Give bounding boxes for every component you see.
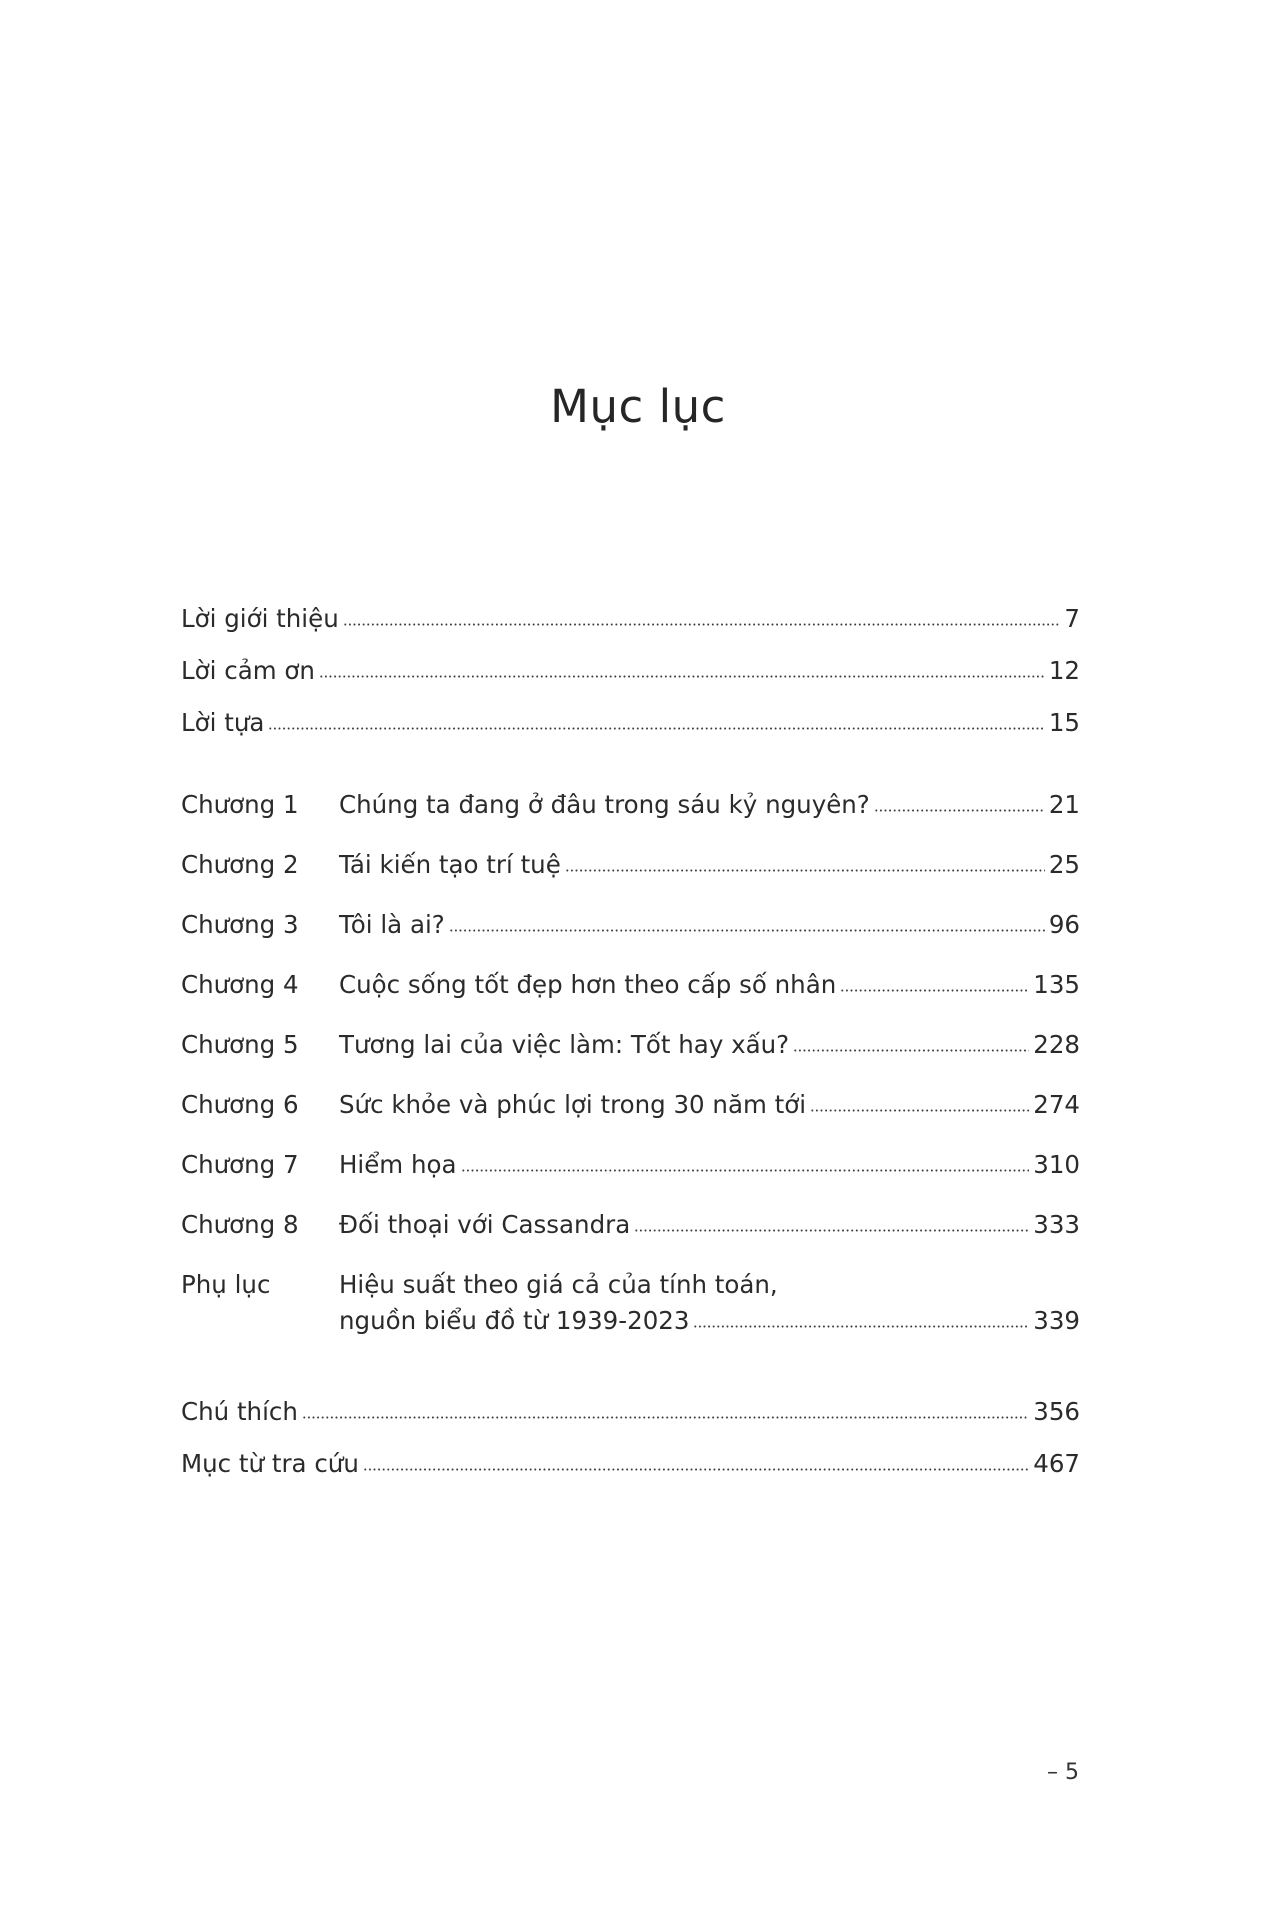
page-title: Mục lục [550,380,726,433]
leader-dots [268,727,1044,730]
toc-entry-chapter-6[interactable] [181,1090,1080,1119]
toc-entry-chapter-4[interactable] [181,970,1080,999]
leader-dots [840,989,1029,992]
chapter-label: Chương 3 [181,910,299,939]
chapter-label: Chương 8 [181,1210,299,1239]
toc-entry-notes[interactable] [181,1397,1080,1426]
toc-entry-text: Mục từ tra cứu [181,1449,359,1478]
appendix-label: Phụ lục [181,1270,271,1299]
leader-dots [343,623,1061,626]
toc-entry-page: 467 [1033,1449,1080,1478]
toc-entry-page: 15 [1048,708,1080,737]
leader-dots [363,1468,1029,1471]
leader-dots [449,929,1045,932]
chapter-label: Chương 5 [181,1030,299,1059]
toc-entry-text: Lời cảm ơn [181,656,315,685]
chapter-label: Chương 6 [181,1090,299,1119]
chapter-title: Chúng ta đang ở đâu trong sáu kỷ nguyên? [339,790,870,819]
leader-dots [319,675,1045,678]
leader-dots [461,1169,1030,1172]
chapter-page: 96 [1048,910,1080,939]
chapter-title: Sức khỏe và phúc lợi trong 30 năm tới [339,1090,807,1119]
page-number: – 5 [1047,1760,1079,1785]
appendix-page: 339 [1033,1306,1080,1335]
toc-entry-preface[interactable] [181,708,1080,737]
leader-dots [874,809,1045,812]
chapter-label: Chương 1 [181,790,299,819]
toc-entry-chapter-2[interactable] [181,850,1080,879]
toc-entry-text: Lời tựa [181,708,265,737]
chapter-title: Đối thoại với Cassandra [339,1210,631,1239]
leader-dots [634,1229,1029,1232]
toc-entry-chapter-8[interactable] [181,1210,1080,1239]
chapter-title: Cuộc sống tốt đẹp hơn theo cấp số nhân [339,970,837,999]
toc-entry-page: 12 [1048,656,1080,685]
chapter-page: 228 [1033,1030,1080,1059]
toc-entry-text: Chú thích [181,1397,298,1426]
toc-entry-chapter-3[interactable] [181,910,1080,939]
chapter-page: 310 [1033,1150,1080,1179]
toc-entry-appendix[interactable] [181,1270,1080,1299]
toc-entry-intro[interactable] [181,604,1080,633]
toc-entry-chapter-1[interactable] [181,790,1080,819]
leader-dots [565,869,1045,872]
chapter-page: 274 [1033,1090,1080,1119]
toc-entry-page: 356 [1033,1397,1080,1426]
chapter-page: 333 [1033,1210,1080,1239]
toc-entry-page: 7 [1064,604,1080,633]
leader-dots [302,1416,1029,1419]
toc-entry-chapter-5[interactable] [181,1030,1080,1059]
toc-entry-appendix-continued[interactable] [339,1306,1080,1335]
chapter-title: Tôi là ai? [339,910,445,939]
leader-dots [810,1109,1029,1112]
chapter-label: Chương 7 [181,1150,299,1179]
toc-entry-index[interactable] [181,1449,1080,1478]
chapter-page: 25 [1048,850,1080,879]
chapter-title: Tương lai của việc làm: Tốt hay xấu? [339,1030,790,1059]
toc-entry-acknowledgements[interactable] [181,656,1080,685]
chapter-page: 135 [1033,970,1080,999]
leader-dots [793,1049,1029,1052]
chapter-label: Chương 4 [181,970,299,999]
chapter-page: 21 [1048,790,1080,819]
chapter-title: Tái kiến tạo trí tuệ [339,850,561,879]
appendix-title-line-2: nguồn biểu đồ từ 1939-2023 [339,1306,690,1335]
leader-dots [693,1325,1029,1328]
chapter-label: Chương 2 [181,850,299,879]
toc-entry-chapter-7[interactable] [181,1150,1080,1179]
chapter-title: Hiểm họa [339,1150,457,1179]
toc-entry-text: Lời giới thiệu [181,604,339,633]
appendix-title-line-1: Hiệu suất theo giá cả của tính toán, [339,1270,778,1299]
